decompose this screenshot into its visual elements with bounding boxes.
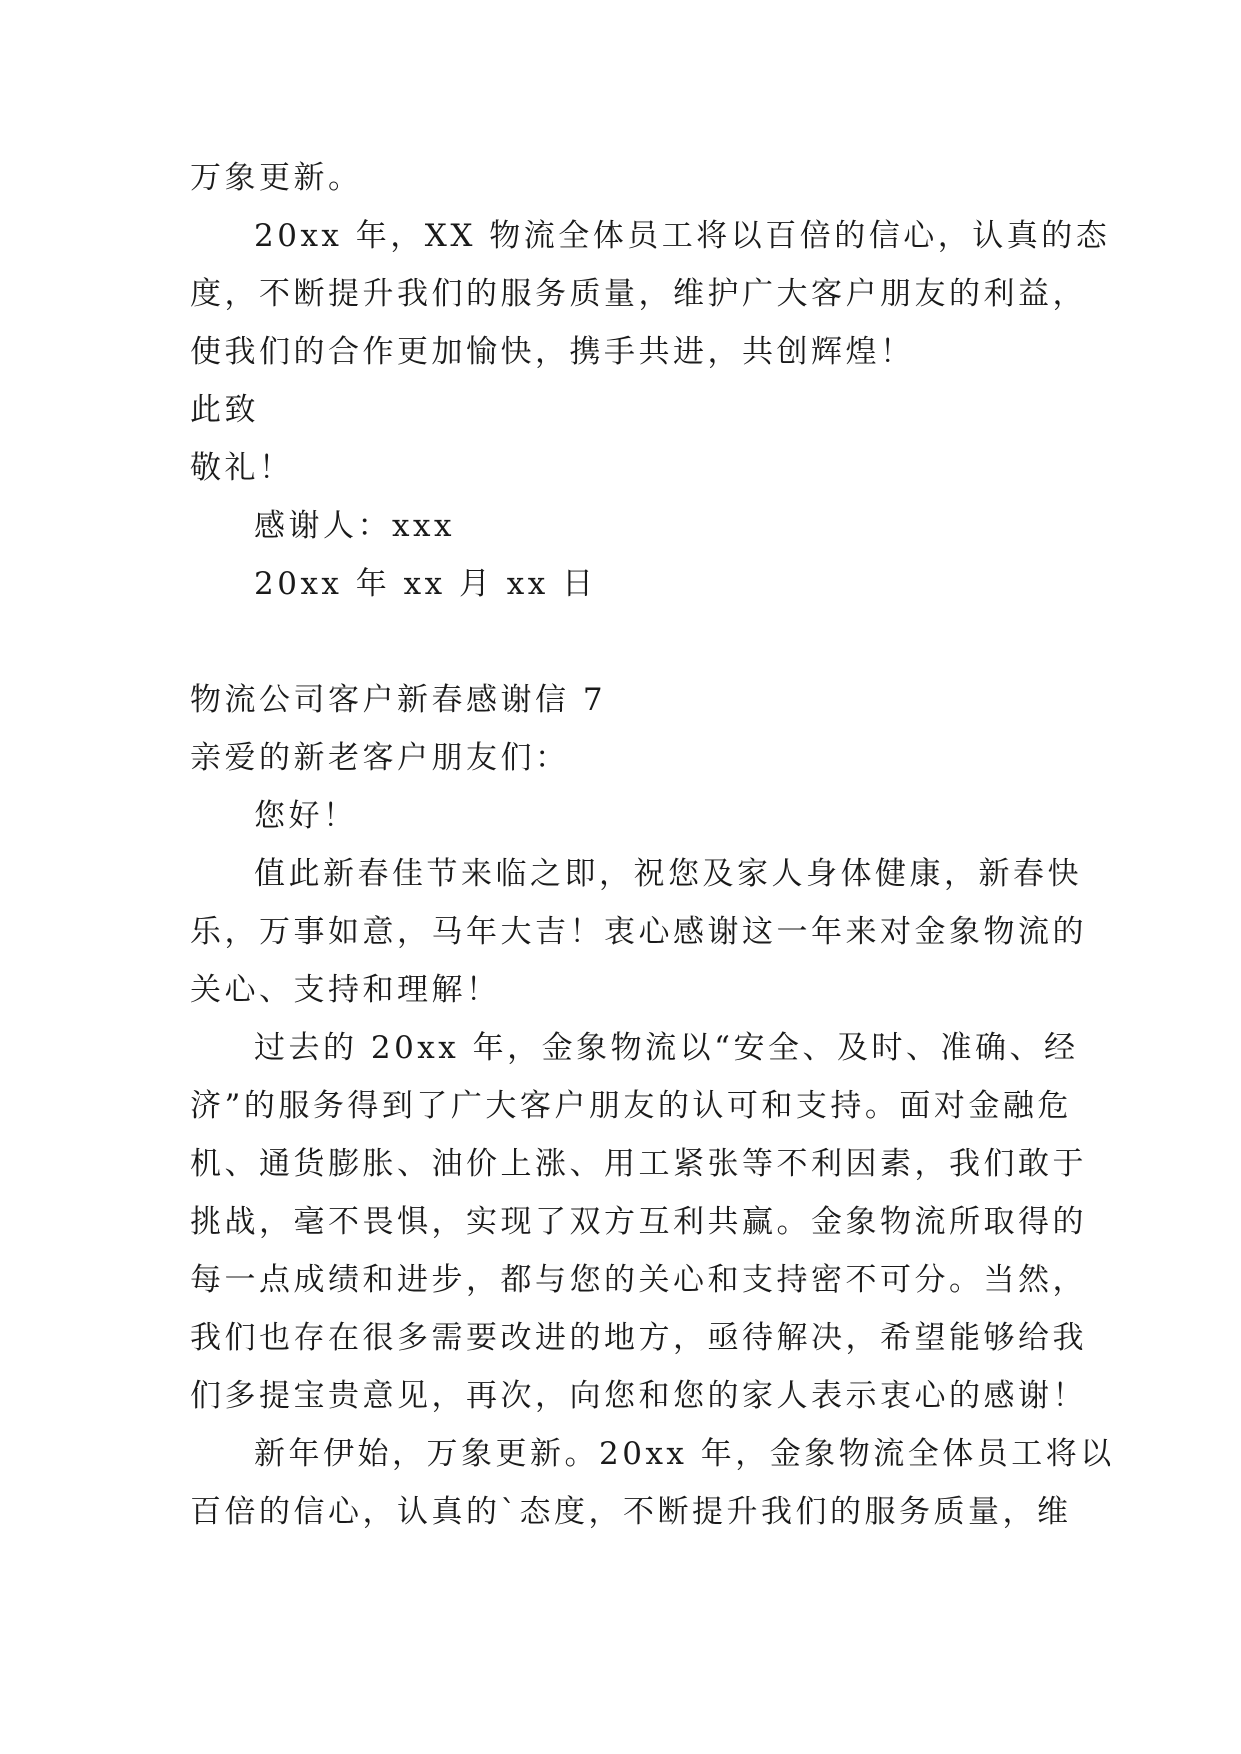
text-line: 们多提宝贵意见，再次，向您和您的家人表示衷心的感谢！ [190,1378,1087,1414]
text-line: 值此新春佳节来临之即，祝您及家人身体健康，新春快 [254,856,1082,892]
text-line: 万象更新。 [190,160,363,196]
text-line: 新年伊始，万象更新。20xx 年，金象物流全体员工将以 [254,1436,1115,1472]
text-line: 乐，万事如意，马年大吉！衷心感谢这一年来对金象物流的 [190,914,1087,950]
text-line: 每一点成绩和进步，都与您的关心和支持密不可分。当然， [190,1262,1087,1298]
text-line: 挑战，毫不畏惧，实现了双方互利共赢。金象物流所取得的 [190,1204,1087,1240]
text-line: 济”的服务得到了广大客户朋友的认可和支持。面对金融危 [190,1088,1072,1124]
text-line: 机、通货膨胀、油价上涨、用工紧张等不利因素，我们敢于 [190,1146,1087,1182]
text-line: 20xx 年，XX 物流全体员工将以百倍的信心，认真的态 [254,218,1111,254]
text-line: 使我们的合作更加愉快，携手共进，共创辉煌！ [190,334,915,370]
section-title: 物流公司客户新春感谢信 7 [190,682,607,718]
text-line: 我们也存在很多需要改进的地方，亟待解决，希望能够给我 [190,1320,1087,1356]
text-line: 敬礼！ [190,450,294,486]
text-line: 关心、支持和理解！ [190,972,501,1008]
text-line: 此致 [190,392,259,428]
text-line: 过去的 20xx 年，金象物流以“安全、及时、准确、经 [254,1030,1079,1066]
text-line: 度，不断提升我们的服务质量，维护广大客户朋友的利益， [190,276,1087,312]
greeting: 您好！ [254,798,358,834]
signature-line: 感谢人：xxx [254,508,455,544]
text-line: 百倍的信心，认真的`态度，不断提升我们的服务质量，维 [190,1494,1072,1530]
date-line: 20xx 年 xx 月 xx 日 [254,566,597,602]
salutation: 亲爱的新老客户朋友们： [190,740,570,776]
